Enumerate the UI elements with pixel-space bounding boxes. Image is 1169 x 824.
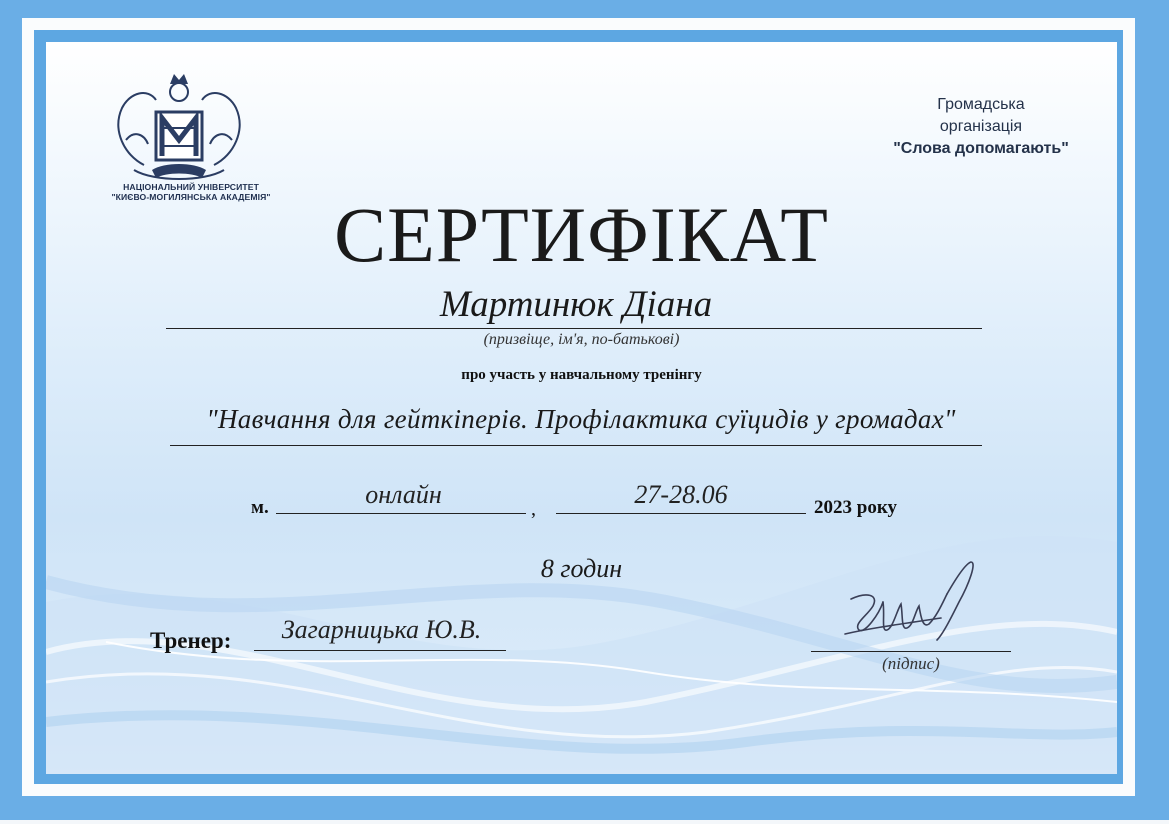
training-date: 27-28.06 (634, 480, 728, 509)
course-title: "Навчання для гейткіперів. Профілактика суїцидів у громадах" (206, 404, 956, 434)
signature-underline (811, 651, 1011, 652)
certificate-sheet (46, 42, 1117, 774)
university-name-line1: НАЦІОНАЛЬНИЙ УНІВЕРСИТЕТ (123, 182, 259, 192)
trainer-label: Тренер: (150, 628, 232, 653)
training-year: 2023 року (814, 497, 897, 518)
organization-line3: "Слова допомагають" (893, 140, 1069, 157)
certificate-title: СЕРТИФІКАТ (334, 191, 829, 278)
university-name-line2: "КИЄВО-МОГИЛЯНСЬКА АКАДЕМІЯ" (111, 192, 271, 202)
recipient-name: Мартинюк Діана (439, 284, 713, 325)
organization-name (856, 94, 1106, 160)
recipient-name-underline (166, 328, 982, 329)
organization-line2: організація (939, 118, 1023, 135)
training-hours: 8 годин (540, 554, 623, 583)
date-underline (556, 513, 806, 514)
organization-line1: Громадська (937, 96, 1025, 113)
participation-text: про участь у навчальному тренінгу (461, 367, 702, 383)
training-city: онлайн (365, 480, 442, 509)
place-date-separator: , (531, 498, 536, 520)
city-prefix: м. (251, 497, 269, 518)
recipient-name-caption: (призвіще, ім'я, по-батькові) (483, 331, 680, 348)
signature-caption: (підпис) (882, 654, 940, 673)
course-title-underline (170, 445, 982, 446)
city-underline (276, 513, 526, 514)
university-emblem-logo (104, 70, 254, 190)
handwritten-signature (831, 554, 1001, 654)
trainer-underline (254, 650, 506, 651)
trainer-name: Загарницька Ю.В. (281, 615, 482, 644)
